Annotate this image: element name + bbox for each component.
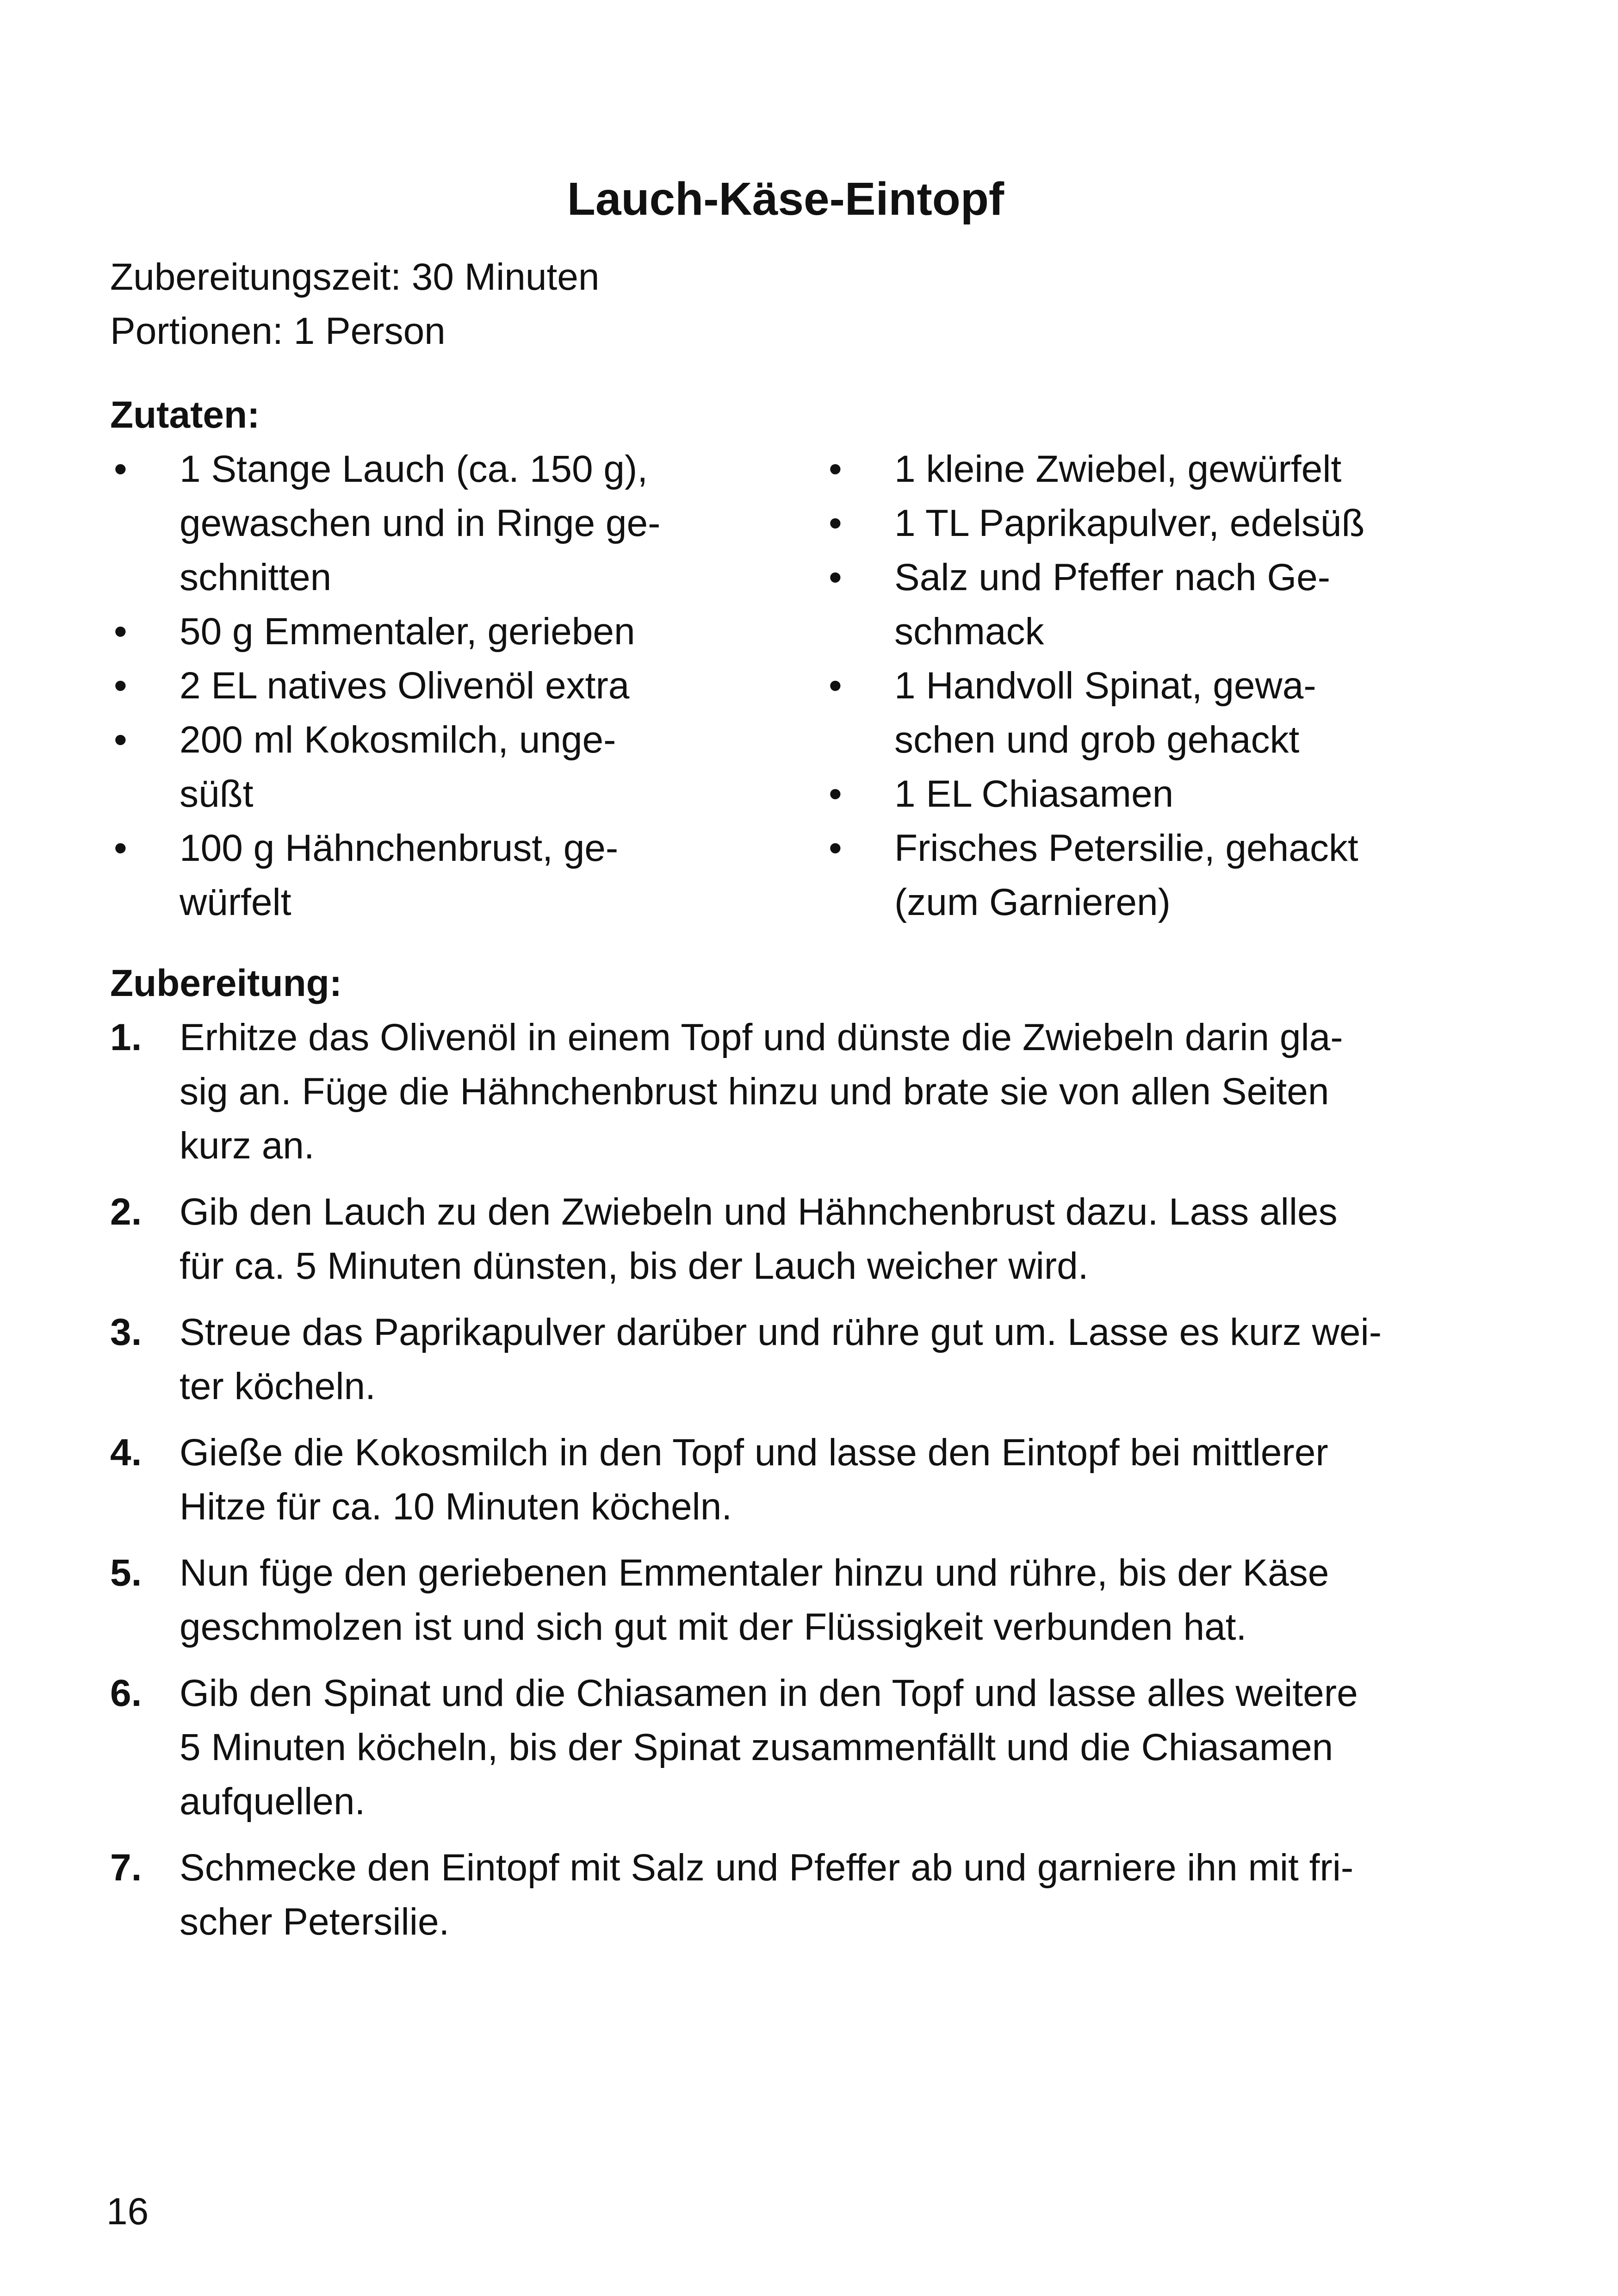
ingredient-line: 200 ml Kokosmilch, unge-: [180, 719, 616, 761]
ingredients-column-right: [825, 442, 1406, 929]
step-text-line: Gib den Spinat und die Chiasamen in den Topf und lasse alles weitere: [180, 1672, 1358, 1714]
step-text-line: geschmolzen ist und sich gut mit der Flüssigkeit verbunden hat.: [180, 1606, 1247, 1648]
recipe-title: Lauch-Käse-Eintopf: [567, 173, 1004, 225]
ingredient-item: [825, 767, 1406, 821]
step-text-line: aufquellen.: [180, 1780, 366, 1823]
ingredient-item: [110, 821, 825, 929]
ingredient-item: [110, 659, 825, 713]
ingredient-line: 1 Handvoll Spinat, gewa-: [894, 665, 1316, 707]
preparation-step: [110, 1546, 1406, 1654]
ingredient-line: schnitten: [180, 556, 332, 598]
ingredient-line: (zum Garnieren): [894, 881, 1171, 923]
step-number: 5.: [110, 1552, 142, 1594]
servings: Portionen: 1 Person: [110, 310, 446, 352]
step-number: 1.: [110, 1016, 142, 1058]
prep-time: Zubereitungszeit: 30 Minuten: [110, 256, 600, 298]
bullet-icon: •: [829, 502, 842, 544]
ingredient-line: 1 TL Paprikapulver, edelsüß: [894, 502, 1365, 544]
ingredients-column-left: [110, 442, 825, 929]
ingredient-line: 1 kleine Zwiebel, gewürfelt: [894, 448, 1342, 490]
ingredient-line: schen und grob gehackt: [894, 719, 1300, 761]
bullet-icon: •: [114, 610, 127, 653]
ingredient-item: [110, 713, 825, 821]
ingredient-item: [825, 659, 1406, 767]
step-text-line: Schmecke den Eintopf mit Salz und Pfeffer ab und garniere ihn mit fri-: [180, 1847, 1354, 1889]
bullet-icon: •: [114, 827, 127, 869]
bullet-icon: •: [114, 719, 127, 761]
bullet-icon: •: [114, 665, 127, 707]
ingredient-line: schmack: [894, 610, 1044, 653]
ingredient-line: 2 EL natives Olivenöl extra: [180, 665, 630, 707]
ingredient-line: 100 g Hähnchenbrust, ge-: [180, 827, 619, 869]
bullet-icon: •: [829, 827, 842, 869]
step-text-line: Erhitze das Olivenöl in einem Topf und dünste die Zwiebeln darin gla-: [180, 1016, 1343, 1058]
step-number: 2.: [110, 1191, 142, 1233]
step-number: 4.: [110, 1431, 142, 1474]
ingredient-line: Frisches Petersilie, gehackt: [894, 827, 1358, 869]
step-text-line: Hitze für ca. 10 Minuten köcheln.: [180, 1486, 732, 1528]
step-text-line: Streue das Paprikapulver darüber und rühre gut um. Lasse es kurz wei-: [180, 1311, 1382, 1353]
ingredient-item: [110, 442, 825, 604]
ingredient-item: [825, 821, 1406, 929]
ingredient-line: 1 EL Chiasamen: [894, 773, 1174, 815]
preparation-step: [110, 1425, 1406, 1534]
preparation-step: [110, 1305, 1406, 1413]
step-text-line: Nun füge den geriebenen Emmentaler hinzu und rühre, bis der Käse: [180, 1552, 1329, 1594]
bullet-icon: •: [829, 556, 842, 598]
ingredient-line: Salz und Pfeffer nach Ge-: [894, 556, 1331, 598]
preparation-steps: [110, 1010, 1406, 1949]
bullet-icon: •: [829, 773, 842, 815]
ingredient-line: würfelt: [180, 881, 291, 923]
preparation-step: [110, 1185, 1406, 1293]
step-text-line: 5 Minuten köcheln, bis der Spinat zusammenfällt und die Chiasamen: [180, 1726, 1333, 1768]
step-text-line: Gieße die Kokosmilch in den Topf und lasse den Eintopf bei mittlerer: [180, 1431, 1328, 1474]
step-text-line: sig an. Füge die Hähnchenbrust hinzu und brate sie von allen Seiten: [180, 1070, 1329, 1113]
preparation-step: [110, 1010, 1406, 1173]
step-text-line: scher Petersilie.: [180, 1901, 450, 1943]
bullet-icon: •: [829, 448, 842, 490]
recipe-content: [110, 167, 1406, 1961]
step-text-line: für ca. 5 Minuten dünsten, bis der Lauch weicher wird.: [180, 1245, 1089, 1287]
ingredient-item: [825, 442, 1406, 496]
ingredients-list: [110, 442, 1406, 929]
step-number: 7.: [110, 1847, 142, 1889]
ingredient-line: 50 g Emmentaler, gerieben: [180, 610, 635, 653]
preparation-step: [110, 1666, 1406, 1829]
bullet-icon: •: [114, 448, 127, 490]
preparation-heading: Zubereitung:: [110, 962, 342, 1004]
step-number: 3.: [110, 1311, 142, 1353]
preparation-step: [110, 1841, 1406, 1949]
step-number: 6.: [110, 1672, 142, 1714]
step-text-line: Gib den Lauch zu den Zwiebeln und Hähnchenbrust dazu. Lass alles: [180, 1191, 1338, 1233]
ingredient-line: 1 Stange Lauch (ca. 150 g),: [180, 448, 648, 490]
ingredients-heading: Zutaten:: [110, 394, 260, 436]
ingredient-item: [825, 496, 1406, 550]
ingredient-item: [825, 550, 1406, 659]
ingredient-line: süßt: [180, 773, 254, 815]
page-number: 16: [106, 2190, 149, 2233]
step-text-line: kurz an.: [180, 1125, 315, 1167]
ingredient-item: [110, 604, 825, 659]
recipe-meta: [110, 250, 1406, 358]
ingredient-line: gewaschen und in Ringe ge-: [180, 502, 661, 544]
bullet-icon: •: [829, 665, 842, 707]
step-text-line: ter köcheln.: [180, 1365, 376, 1407]
